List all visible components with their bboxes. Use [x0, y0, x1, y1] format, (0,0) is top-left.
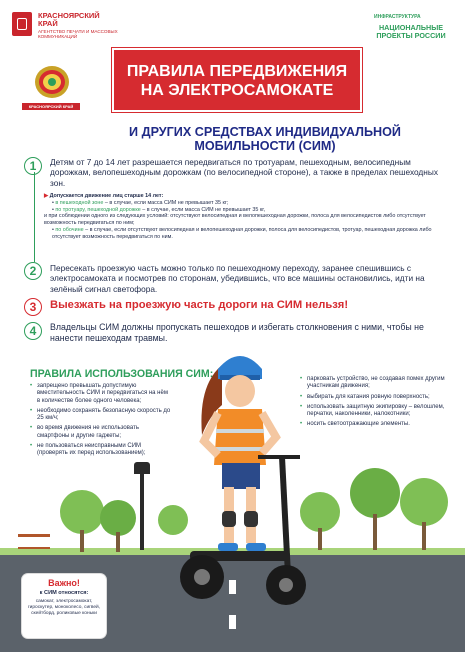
subtitle-line-1: И ДРУГИХ СРЕДСТВАХ ИНДИВИДУАЛЬНОЙ [129, 125, 401, 139]
sub-rule-item: • по тротуару, пешеходной дорожке – в случае, если масса СИМ не превышает 35 кг, [52, 206, 266, 213]
usage-rules-right [300, 376, 448, 432]
sub-rule-text: – в случае, если масса СИМ не превышает 35 кг, [140, 206, 266, 213]
region-logo [12, 12, 122, 52]
sub-rule-item [44, 213, 444, 227]
tree-trunk [318, 528, 322, 550]
rule-divider [34, 172, 35, 262]
usage-rule-item: • не пользоваться неисправными СИМ (проверять их перед использованием); [30, 443, 172, 458]
rule-number-1: 1 [24, 157, 42, 175]
org-subtitle: АГЕНТСТВО ПЕЧАТИ И МАССОВЫХ КОММУНИКАЦИЙ [38, 29, 118, 40]
usage-rule-item: • во время движения не использовать смартфоны и другие гаджеты; [30, 425, 172, 440]
usage-heading: ПРАВИЛА ИСПОЛЬЗОВАНИЯ СИМ: [30, 368, 214, 380]
usage-rule-item: • использовать защитную экипировку – велошлем, перчатки, наколенники, налокотники; [300, 404, 448, 419]
tree-icon [60, 490, 104, 534]
important-text: самокат, электросамокат, гироскутер, моноколесо, сигвей, скейтборд, роликовые коньки [27, 599, 101, 616]
rule-number-3: 3 [24, 298, 42, 316]
org-title: КРАСНОЯРСКИЙ КРАЙ [38, 11, 100, 28]
sub-rules [44, 193, 444, 241]
tree-icon [100, 500, 136, 536]
important-lead: к СИМ относятся: [39, 590, 89, 596]
rule-text-1: Детям от 7 до 14 лет разрешается передвигаться по тротуарам, пешеходным, велосипедным дорожкам, велопешеходным дорожкам (по велосипедной стороне), а также в пределах пешеходных зон. [50, 157, 438, 188]
coat-of-arms-icon [12, 12, 32, 36]
sub-rule-text: – в случае, если отсутствуют велосипедная и велопешеходная дорожки, полоса для велосипедистов, тротуар, пешеходная дорожка либо отсутствует возможность передвигаться по ним. [52, 226, 432, 240]
usage-rule-item: • парковать устройство, не создавая помех другим участникам движения; [300, 376, 448, 391]
usage-rule-item: • выбирать для катания ровную поверхность; [300, 394, 448, 401]
sub-rule-item: • по обочине – в случае, если отсутствуют велосипедная и велопешеходная дорожки, полоса для велосипедистов, тротуар, пешеходная дорожка либо отсутствует возможность передвигаться по ним. [52, 226, 432, 240]
street-lamp-post [140, 470, 144, 550]
sub-rules-head [44, 193, 444, 200]
rule-number-4: 4 [24, 322, 42, 340]
tree-icon [400, 478, 448, 526]
important-note [22, 574, 106, 638]
arrow-icon: ▶ [44, 193, 50, 199]
usage-rule-item: • запрещено превышать допустимую вместительность СИМ и передвигаться на нём в количестве более одного человека; [30, 383, 172, 405]
tree-icon [350, 468, 400, 518]
sub-rule-item: • в пешеходной зоне – в случае, если масса СИМ не превышает 35 кг; [52, 199, 229, 206]
subtitle [95, 125, 435, 153]
sub-rule-highlight: по обочине [55, 226, 84, 233]
tree-trunk [422, 522, 426, 550]
title-line-2: НА ЭЛЕКТРОСАМОКАТЕ [140, 82, 334, 99]
usage-rule-item: • носить светоотражающие элементы. [300, 421, 448, 428]
sub-rule-highlight: по тротуару, пешеходной дорожке [55, 206, 141, 213]
gibdd-caption: КРАСНОЯРСКИЙ КРАЙ [22, 103, 80, 110]
sub-rule-highlight: в пешеходной зоне [55, 199, 104, 206]
sub-rule-text: и при соблюдении одного из следующих условий: отсутствуют велосипедная и велопешеходная дорожки, полоса для велосипедистов либо отсутствует возможность передвигаться по ним; [44, 213, 426, 227]
usage-rule-item: • необходимо сохранять безопасную скорость до 25 км/ч; [30, 408, 172, 423]
bench-icon [18, 534, 50, 549]
national-projects-logo: НАЦИОНАЛЬНЫЕ ПРОЕКТЫ РОССИИ [376, 23, 446, 41]
title-banner [112, 48, 362, 112]
sub-rule-text: – в случае, если масса СИМ не превышает 35 кг; [103, 199, 229, 206]
tree-trunk [80, 530, 84, 552]
rule-number-2: 2 [24, 262, 42, 280]
title-line-1: ПРАВИЛА ПЕРЕДВИЖЕНИЯ [126, 63, 348, 80]
rule-text-3: Выезжать на проезжую часть дороги на СИМ нельзя! [50, 299, 349, 311]
traffic-police-emblem-icon [33, 64, 71, 100]
sub-rules-head-text: Допускается движение лиц старше 14 лет: [49, 193, 164, 199]
rule-text-2: Пересекать проезжую часть можно только по пешеходному переходу, заранее спешившись с электросамоката и посмотрев по сторонам, убедившись, что все машины остановились, идти на зелёный сигнал светофора. [50, 263, 425, 294]
tree-trunk [373, 514, 377, 550]
important-title: Важно! [48, 578, 80, 588]
tree-trunk [116, 532, 120, 552]
usage-rules-left [30, 383, 172, 461]
girl-on-scooter-illustration [170, 345, 310, 635]
subtitle-line-2: МОБИЛЬНОСТИ (СИМ) [194, 139, 336, 153]
infrastructure-label: ИНФРАСТРУКТУРА [374, 14, 421, 20]
rule-text-4: Владельцы СИМ должны пропускать пешеходов и избегать столкновения с ними, чтобы не нанести пешеходам травмы. [50, 322, 424, 343]
